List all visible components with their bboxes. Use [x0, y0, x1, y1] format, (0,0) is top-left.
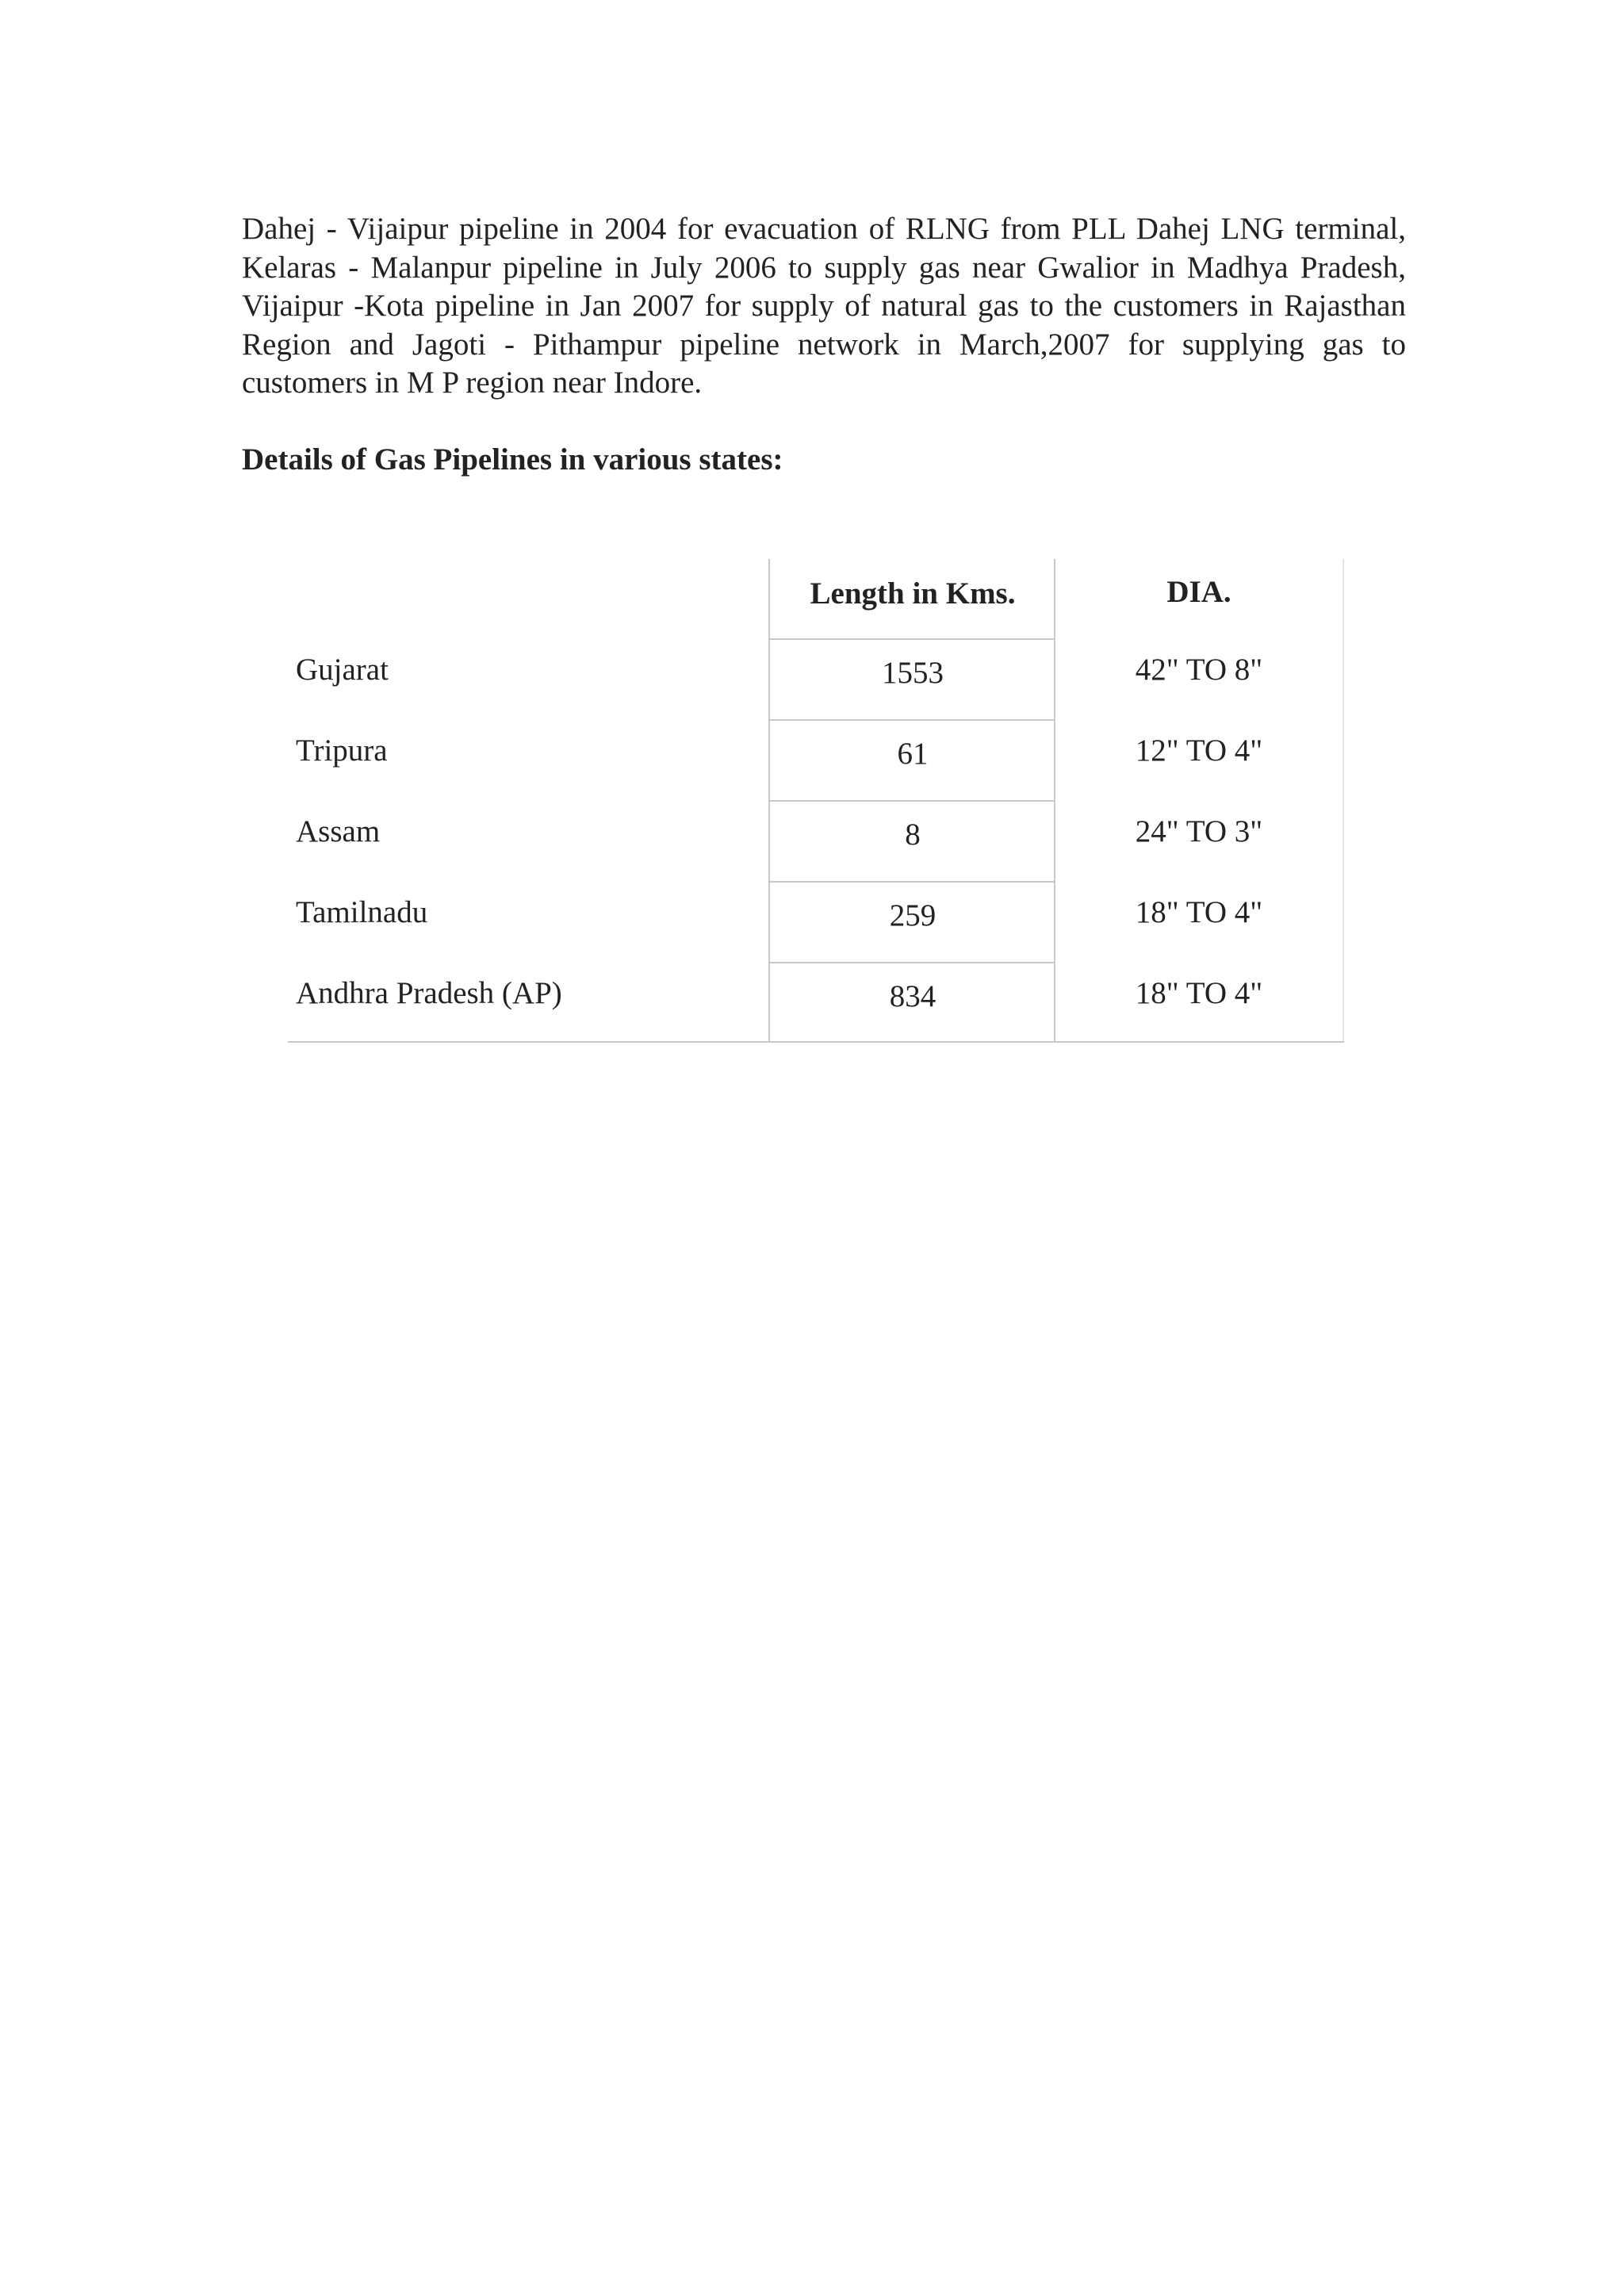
table-cell-state: Tamilnadu [296, 895, 428, 929]
table-cell-dia: 42" TO 8" [1135, 653, 1263, 687]
table-divider-right [1342, 559, 1344, 1043]
table-cell-dia: 18" TO 4" [1135, 895, 1263, 929]
intro-line: terminal, Kelaras - Malanpur pipeline in July 2006 to supply gas near Gwalior in [242, 212, 1406, 285]
table-cell-state: Gujarat [296, 653, 389, 687]
table-bottom-border [288, 1041, 1344, 1043]
table-row-border [768, 638, 1055, 640]
table-cell-state: Andhra Pradesh (AP) [296, 976, 562, 1010]
table-cell-dia: 12" TO 4" [1135, 733, 1263, 768]
table-row-border [768, 719, 1055, 721]
table-cell-length: 1553 [882, 656, 944, 690]
pipelines-table [288, 559, 1347, 1044]
table-cell-length: 8 [905, 818, 921, 852]
table-cell-dia: 18" TO 4" [1135, 976, 1263, 1010]
intro-line: March,2007 for supplying gas to customers in M P region near Indore. [242, 327, 1406, 400]
intro-line: to the customers in Rajasthan Region and Jagoti - Pithampur pipeline network in [242, 289, 1406, 362]
header-length: Length in Kms. [810, 576, 1016, 611]
table-row-border [768, 881, 1055, 883]
intro-line: Madhya Pradesh, Vijaipur -Kota pipeline in Jan 2007 for supply of natural gas [242, 250, 1406, 323]
table-cell-length: 259 [889, 898, 936, 933]
table-cell-dia: 24" TO 3" [1135, 814, 1263, 848]
table-cell-state: Tripura [296, 733, 388, 768]
header-dia: DIA. [1166, 575, 1231, 609]
table-cell-length: 61 [897, 737, 929, 771]
table-cell-state: Assam [296, 814, 381, 848]
table-row-border [768, 962, 1055, 963]
table-row-border [768, 800, 1055, 802]
intro-paragraph [242, 210, 1406, 403]
intro-line: Dahej - Vijaipur pipeline in 2004 for evacuation of RLNG from PLL Dahej LNG [242, 212, 1296, 246]
section-heading: Details of Gas Pipelines in various states: [242, 442, 783, 477]
table-cell-length: 834 [889, 979, 936, 1013]
